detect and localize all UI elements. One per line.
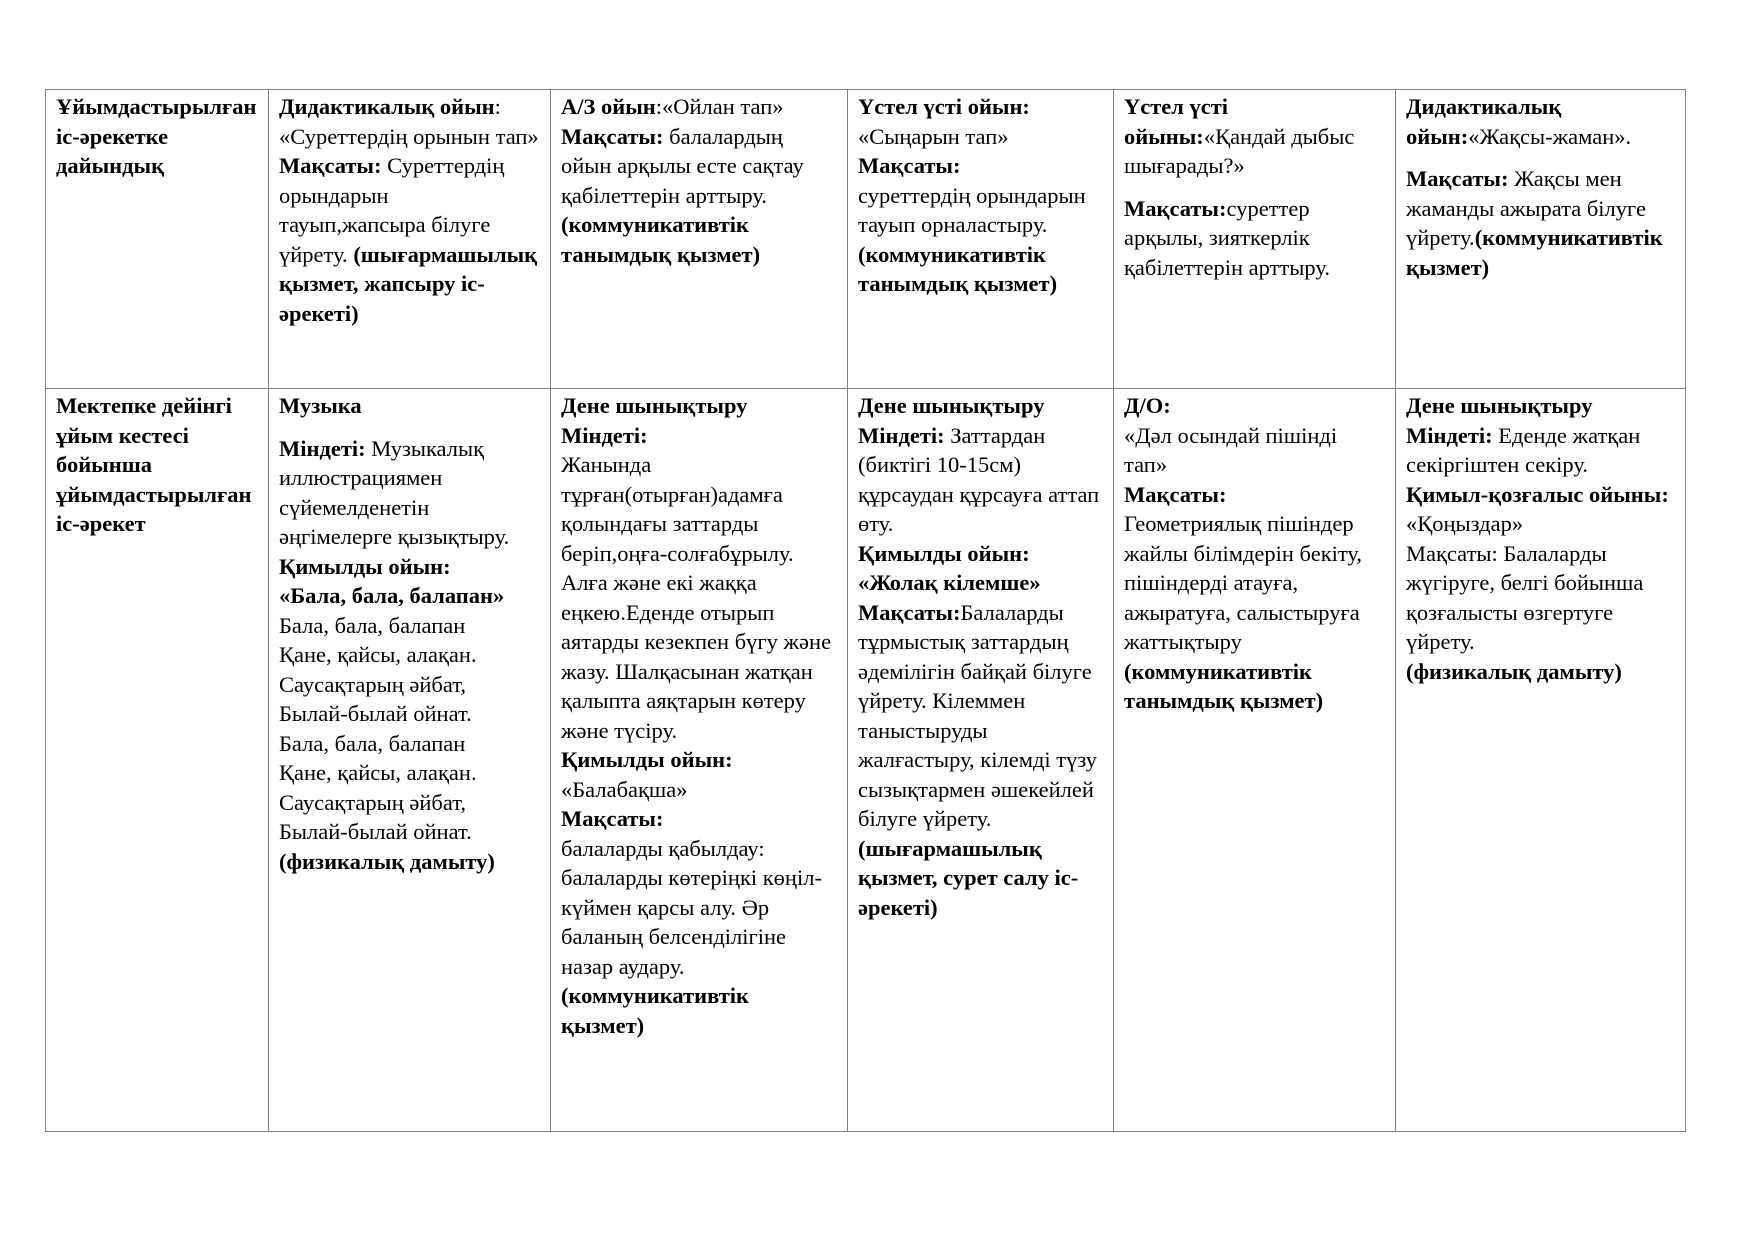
game-label: Қимылды ойын:: [561, 747, 733, 772]
cell-title: Дидактикалық ойын:: [1406, 94, 1562, 149]
row-header: Ұйымдастырылған іс-әрекетке дайындық: [56, 94, 257, 178]
cell-title-rest: :: [494, 94, 501, 119]
cell-title-rest: «Қандай дыбыс шығарады?»: [1124, 123, 1355, 178]
goal-label: Мақсаты:: [279, 153, 382, 178]
cell-title: Үстел үсті ойыны:: [1124, 94, 1229, 149]
verse-line: Қане, қайсы, алақан.: [279, 760, 477, 785]
game-name: «Суреттердің орынын тап»: [279, 123, 539, 149]
goal-text: балалардың ойын арқылы есте сақтау қабілеттерін арттыру.: [561, 123, 804, 208]
row-header: Мектепке дейінгі ұйым кестесі бойынша ұйымдастырылған іс-әрекет: [56, 393, 252, 536]
task-text: Заттардан (биктігі 10-15см) құрсаудан құрсауға аттап өту.: [858, 422, 1100, 536]
goal-label: Мақсаты:: [858, 153, 961, 178]
activity-type: (коммуникативтік қызмет): [1406, 225, 1663, 280]
game-name: «Бала, бала, балапан»: [279, 583, 505, 608]
goal-label: Мақсаты:: [1406, 166, 1509, 191]
table-cell: [848, 389, 1114, 1132]
goal-text: Суреттердің орындарын тауып,жапсыра білуге үйрету.: [279, 153, 505, 267]
game-name: «Қоңыздар»: [1406, 511, 1524, 536]
game-label: Қимылды ойын:: [279, 553, 451, 579]
goal-text: балаларды қабылдау: балаларды көтеріңкі көңіл-күймен қарсы алу. Әр баланың белсенділігіне назар аудару.: [561, 835, 822, 979]
activity-type: (коммуникативтік танымдық қызмет): [561, 212, 761, 267]
goal-label: Мақсаты:: [858, 599, 961, 625]
row-header-cell: [46, 389, 269, 1132]
verse-line: Былай-былай ойнат.: [279, 819, 472, 844]
table-cell: [551, 90, 848, 389]
table-row: [46, 389, 1686, 1132]
game-label: Қимыл-қозғалыс ойыны:: [1406, 481, 1669, 507]
table-cell: [848, 90, 1114, 389]
goal-label: Мақсаты:: [561, 806, 664, 831]
table-row: [46, 90, 1686, 389]
goal-label: Мақсаты:: [1124, 195, 1227, 221]
verse-line: Қане, қайсы, алақан.: [279, 642, 477, 667]
row-header-cell: [46, 90, 269, 389]
cell-title-rest: «Жақсы-жаман».: [1468, 123, 1632, 149]
task-label: Міндеті:: [858, 422, 945, 448]
game-name: «Дәл осындай пішінді тап»: [1124, 422, 1338, 477]
cell-title: Үстел үсті ойын:: [858, 94, 1030, 119]
goal-text: Жақсы мен жаманды ажырата білуге үйрету.: [1406, 166, 1646, 250]
table-cell: [1396, 389, 1686, 1132]
activity-type: (физикалық дамыту): [279, 848, 495, 874]
table-cell: [269, 90, 551, 389]
game-name: «Балабақша»: [561, 776, 688, 802]
verse-line: Саусақтарың әйбат,: [279, 671, 467, 697]
cell-title: Музыка: [279, 393, 362, 418]
cell-title: Д/О:: [1124, 393, 1171, 418]
cell-title: Дене шынықтыру: [1406, 393, 1593, 418]
activity-type: (шығармашылық қызмет, жапсыру іс-әрекеті): [279, 241, 538, 326]
goal-label: Мақсаты:: [1124, 481, 1227, 507]
verse-line: Бала, бала, балапан: [279, 612, 466, 638]
cell-title: Дидактикалық ойын: [279, 94, 495, 119]
goal-text: суреттердің орындарын тауып орналастыру.: [858, 182, 1086, 237]
activity-type: (физикалық дамыту): [1406, 658, 1622, 684]
activity-type: (шығармашылық қызмет, сурет салу іс-әрекеті): [858, 835, 1079, 920]
verse-line: Саусақтарың әйбат,: [279, 789, 467, 815]
table-cell: [1114, 389, 1396, 1132]
activity-type: (коммуникативтік қызмет): [561, 983, 749, 1038]
task-text: Жанында тұрған(отырған)адамға қолындағы заттарды беріп,оңға-солғабұрылу. Алға және екі жаққа еңкею.Еденде отырып аятарды кезекпен бүгу және жазу. Шалқасынан жатқан қалыпта аяқтарын көтеру және түсіру.: [561, 452, 832, 743]
cell-title-rest: :«Ойлан тап»: [655, 94, 784, 119]
game-name: «Сыңарын тап»: [858, 123, 1009, 149]
goal-text: суреттер арқылы, зияткерлік қабілеттерін арттыру.: [1124, 195, 1330, 280]
table-cell: [1396, 90, 1686, 389]
table-cell: [1114, 90, 1396, 389]
cell-title: Дене шынықтыру: [858, 393, 1045, 418]
cell-title: А/З ойын: [561, 94, 656, 119]
task-label: Міндеті:: [561, 422, 648, 448]
goal-text: Геометриялық пішіндер жайлы білімдерін бекіту, пішіндерді атауға, ажыратуға, салыстыруға жаттықтыру: [1124, 511, 1363, 654]
verse-line: Былай-былай ойнат.: [279, 701, 472, 726]
task-text: Еденде жатқан секіргіштен секіру.: [1406, 422, 1641, 477]
goal-label: Мақсаты:: [561, 123, 664, 149]
game-name: «Жолақ кілемше»: [858, 570, 1041, 595]
activity-type: (коммуникативтік танымдық қызмет): [1124, 658, 1324, 713]
activity-type: (коммуникативтік танымдық қызмет): [858, 241, 1058, 296]
verse-line: Бала, бала, балапан: [279, 730, 466, 756]
goal-text: Балаларды тұрмыстық заттардың әдемілігін байқай білуге үйрету. Кілеммен таныстыруды жалғастыру, кілемді түзу сызықтармен әшекейлей білуге үйрету.: [858, 599, 1098, 831]
goal-text: Мақсаты: Балаларды жүгіруге, белгі бойынша қозғалысты өзгертуге үйрету.: [1406, 540, 1644, 654]
task-text: Музыкалық иллюстрациямен сүйемелденетін әңгімелерге қызықтыру.: [279, 435, 510, 549]
table-cell: [551, 389, 848, 1132]
task-label: Міндеті:: [279, 435, 366, 461]
table-cell: [269, 389, 551, 1132]
plan-table: [45, 89, 1686, 1132]
task-label: Міндеті:: [1406, 422, 1493, 448]
cell-title: Дене шынықтыру: [561, 393, 748, 418]
game-label: Қимылды ойын:: [858, 540, 1030, 566]
